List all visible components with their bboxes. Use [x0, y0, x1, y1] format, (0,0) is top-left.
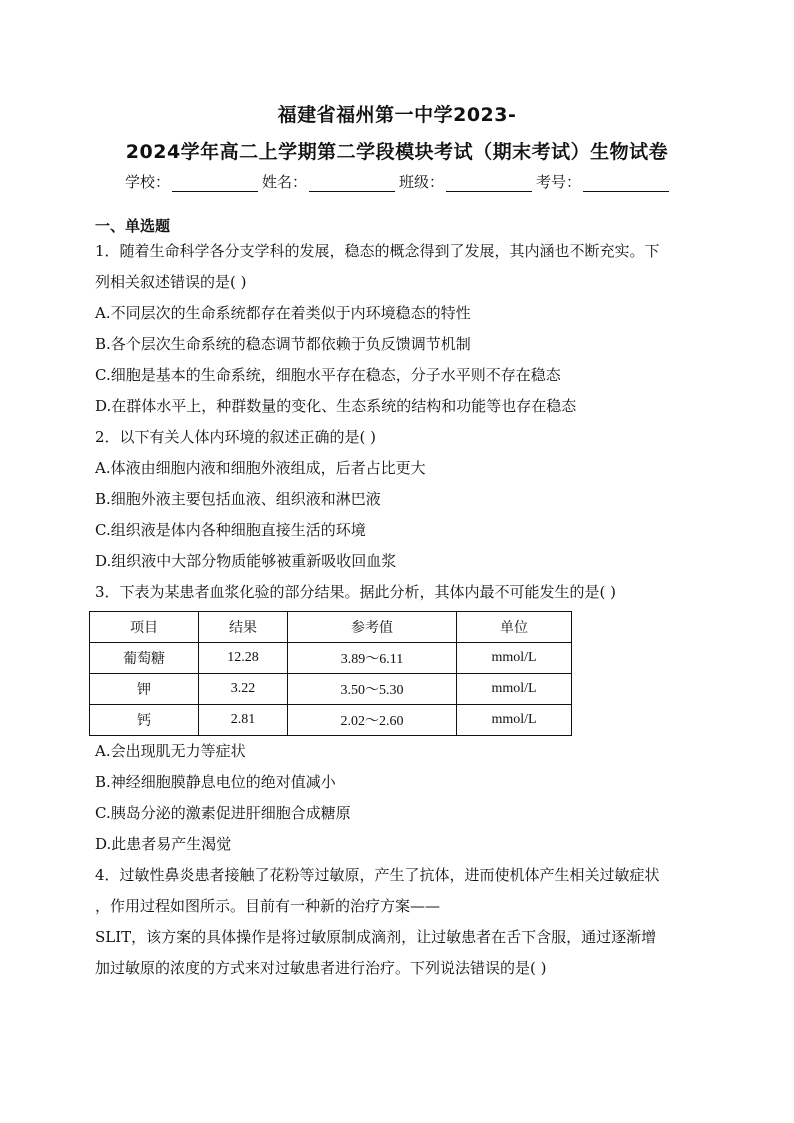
table-header-row [90, 612, 572, 643]
exam-number-label: 考号： [536, 173, 582, 191]
name-label: 姓名： [261, 173, 307, 191]
q2-option-c: C.组织液是体内各种细胞直接生活的环境 [95, 521, 366, 539]
table-cell: mmol/L [457, 643, 572, 674]
q1-option-c: C.细胞是基本的生命系统，细胞水平存在稳态，分子水平则不存在稳态 [95, 366, 561, 384]
table-cell: 钾 [90, 674, 199, 705]
q3-stem: 3．下表为某患者血浆化验的部分结果。据此分析，其体内最不可能发生的是( ) [95, 583, 617, 601]
q1-option-a: A.不同层次的生命系统都存在着类似于内环境稳态的特性 [95, 304, 471, 322]
school-blank[interactable] [172, 175, 258, 192]
q2-stem: 2．以下有关人体内环境的叙述正确的是( ) [95, 428, 377, 446]
table-cell: 钙 [90, 705, 199, 736]
student-info-row [0, 171, 794, 192]
exam-title-line1: 福建省福州第一中学2023- [277, 104, 517, 126]
school-label: 学校： [124, 173, 170, 191]
blood-test-table [89, 611, 572, 736]
q3-option-c: C.胰岛分泌的激素促进肝细胞合成糖原 [95, 804, 351, 822]
exam-number-field [536, 171, 669, 192]
table-cell: 3.89～6.11 [288, 643, 457, 674]
q3-option-d: D.此患者易产生渴觉 [95, 835, 232, 853]
table-cell: 3.50～5.30 [288, 674, 457, 705]
q1-stem-line2: 列相关叙述错误的是( ) [95, 273, 247, 291]
table-header-cell: 单位 [457, 612, 572, 643]
table-cell: 葡萄糖 [90, 643, 199, 674]
table-header-cell: 项目 [90, 612, 199, 643]
q4-stem-line4: 加过敏原的浓度的方式来对过敏患者进行治疗。下列说法错误的是( ) [95, 959, 547, 977]
table-cell: mmol/L [457, 705, 572, 736]
q2-option-a: A.体液由细胞内液和细胞外液组成，后者占比更大 [95, 459, 426, 477]
q4-stem-line1: 4．过敏性鼻炎患者接触了花粉等过敏原，产生了抗体，进而使机体产生相关过敏症状 [95, 866, 660, 884]
q1-option-b: B.各个层次生命系统的稳态调节都依赖于负反馈调节机制 [95, 335, 471, 353]
q4-stem-line3: SLIT，该方案的具体操作是将过敏原制成滴剂，让过敏患者在舌下含服，通过逐渐增 [95, 928, 657, 946]
table-row [90, 643, 572, 674]
school-field [125, 171, 258, 192]
table-cell: 2.02～2.60 [288, 705, 457, 736]
section-title: 一、单选题 [95, 217, 171, 235]
table-cell: 12.28 [199, 643, 288, 674]
q3-option-b: B.神经细胞膜静息电位的绝对值减小 [95, 773, 336, 791]
q2-option-d: D.组织液中大部分物质能够被重新吸收回血浆 [95, 552, 397, 570]
q1-stem-line1: 1．随着生命科学各分支学科的发展，稳态的概念得到了发展，其内涵也不断充实。下 [95, 242, 660, 260]
q3-option-a: A.会出现肌无力等症状 [95, 742, 246, 760]
table-row [90, 705, 572, 736]
q1-option-d: D.在群体水平上，种群数量的变化、生态系统的结构和功能等也存在稳态 [95, 397, 577, 415]
exam-title-line2: 2024学年高二上学期第二学段模块考试（期末考试）生物试卷 [125, 141, 669, 163]
name-blank[interactable] [309, 175, 395, 192]
class-field [399, 171, 532, 192]
class-label: 班级： [399, 173, 445, 191]
table-cell: 3.22 [199, 674, 288, 705]
table-header-cell: 参考值 [288, 612, 457, 643]
class-blank[interactable] [446, 175, 532, 192]
q4-stem-line2: ，作用过程如图所示。目前有一种新的治疗方案—— [95, 897, 441, 915]
table-row [90, 674, 572, 705]
exam-number-blank[interactable] [583, 175, 669, 192]
q2-option-b: B.细胞外液主要包括血液、组织液和淋巴液 [95, 490, 381, 508]
name-field [262, 171, 395, 192]
table-cell: mmol/L [457, 674, 572, 705]
table-cell: 2.81 [199, 705, 288, 736]
table-header-cell: 结果 [199, 612, 288, 643]
